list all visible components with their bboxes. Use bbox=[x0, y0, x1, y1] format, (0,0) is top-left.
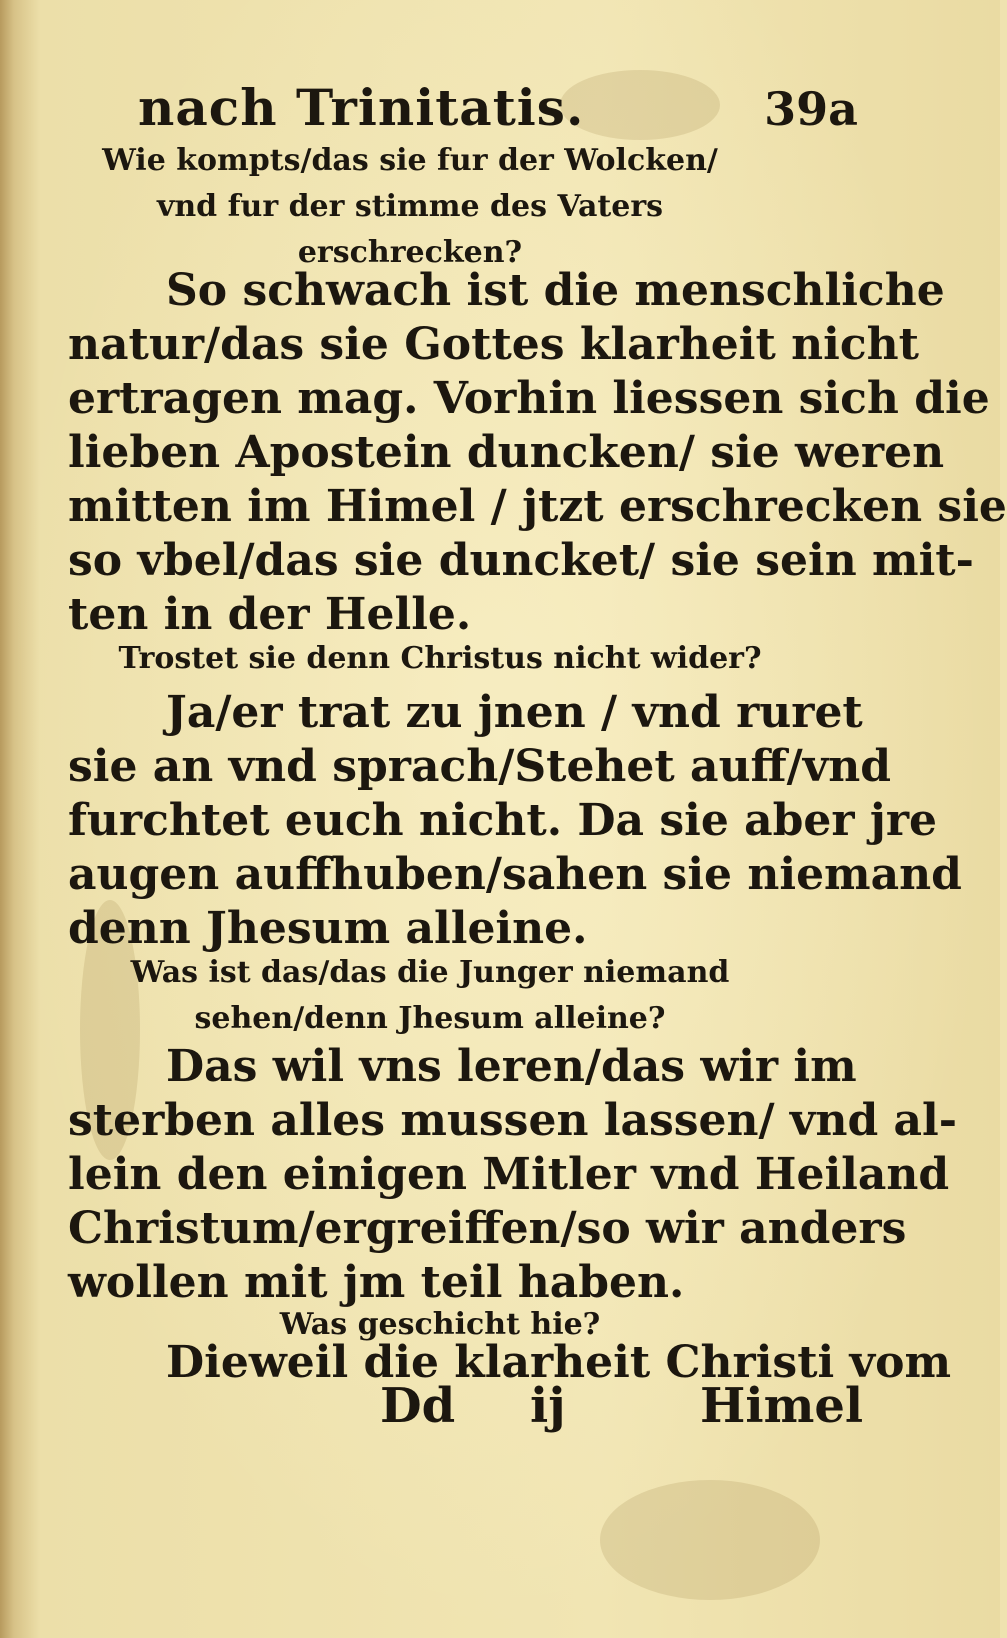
text-line: Wie kompts/das sie fur der Wolcken/ bbox=[102, 143, 718, 178]
text-line: So schwach ist die menschliche bbox=[166, 265, 945, 316]
signature-mark: Dd bbox=[380, 1378, 456, 1434]
folio-number: 39a bbox=[764, 82, 858, 136]
text-line: augen auffhuben/sahen sie niemand bbox=[68, 849, 962, 900]
text-line: Ja/er trat zu jnen / vnd ruret bbox=[166, 687, 863, 738]
text-line: erschrecken? bbox=[297, 235, 523, 270]
signature-number: ij bbox=[530, 1378, 566, 1434]
text-line: Dieweil die klarheit Christi vom bbox=[166, 1337, 952, 1388]
text-line: Das wil vns leren/das wir im bbox=[166, 1041, 857, 1092]
text-line: Was ist das/das die Junger niemand bbox=[130, 955, 730, 990]
text-line: furchtet euch nicht. Da sie aber jre bbox=[68, 795, 938, 846]
question-2 bbox=[70, 636, 810, 682]
paragraph-1 bbox=[68, 264, 1007, 642]
text-line: mitten im Himel / jtzt erschrecken sie bbox=[68, 481, 1007, 532]
text-line: lieben Apostein duncken/ sie weren bbox=[68, 427, 945, 478]
text-line: so vbel/das sie duncket/ sie sein mit- bbox=[68, 535, 974, 586]
paragraph-2 bbox=[68, 686, 962, 956]
text-line: Christum/ergreiffen/so wir anders bbox=[68, 1203, 907, 1254]
text-line: sterben alles mussen lassen/ vnd al- bbox=[68, 1095, 958, 1146]
question-3 bbox=[100, 950, 760, 1042]
text-line: vnd fur der stimme des Vaters bbox=[156, 189, 664, 224]
text-line: lein den einigen Mitler vnd Heiland bbox=[68, 1149, 950, 1200]
text-line: sie an vnd sprach/Stehet auff/vnd bbox=[68, 741, 892, 792]
text-line: ertragen mag. Vorhin liessen sich die bbox=[68, 373, 990, 424]
text-line: natur/das sie Gottes klarheit nicht bbox=[68, 319, 919, 370]
catchword: Himel bbox=[700, 1378, 864, 1434]
text-line: sehen/denn Jhesum alleine? bbox=[194, 1001, 666, 1036]
text-line: ten in der Helle. bbox=[68, 589, 472, 640]
text-line: wollen mit jm teil haben. bbox=[68, 1257, 685, 1308]
question-1 bbox=[100, 138, 720, 276]
paragraph-3 bbox=[68, 1040, 958, 1310]
running-title: nach Trinitatis. bbox=[138, 78, 585, 137]
text-line: Was geschicht hie? bbox=[279, 1307, 601, 1342]
text-line: Trostet sie denn Christus nicht wider? bbox=[118, 641, 762, 676]
text-line: denn Jhesum alleine. bbox=[68, 903, 588, 954]
